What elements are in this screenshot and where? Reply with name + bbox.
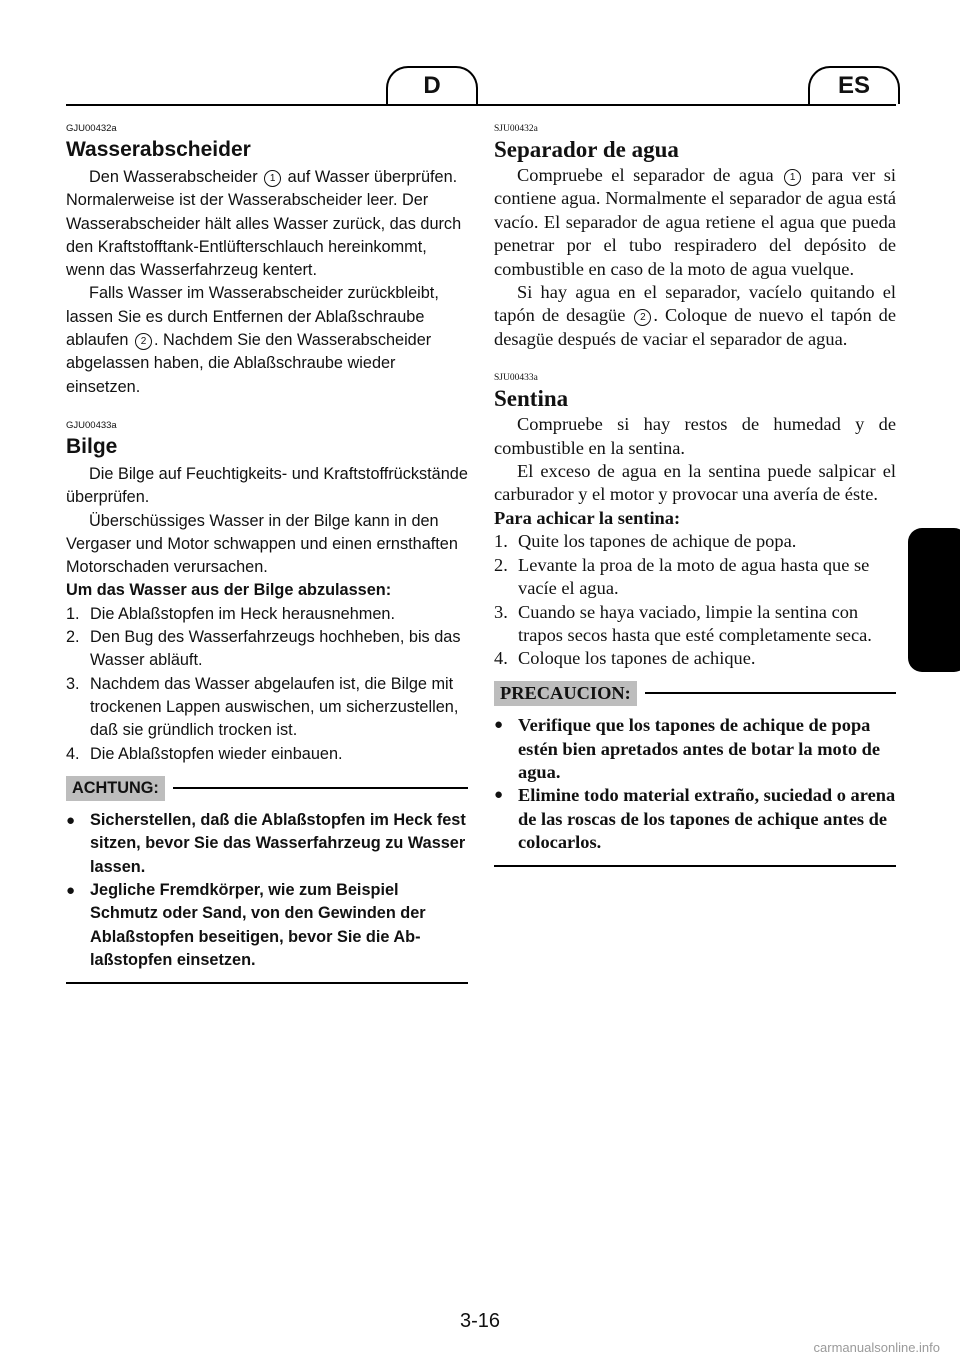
steps-heading: Para achicar la sentina: — [494, 507, 681, 528]
callout-marker-1: 1 — [784, 169, 801, 186]
list-item: 1. Die Ablaßstopfen im Heck herausnehmen. — [66, 604, 395, 623]
section-code: SJU00432a — [494, 124, 538, 134]
callout-marker-1: 1 — [264, 170, 281, 187]
caution-item: ● Sicherstellen, daß die Ablaßstopfen im Heck fest sitzen, bevor Sie das Wasserfahrzeug zu Wasser lassen. — [66, 809, 468, 879]
bullet-icon: ● — [66, 812, 76, 830]
language-tab-es — [808, 66, 900, 104]
caution-label: PRECAUCION: — [494, 681, 637, 706]
caution-label: ACHTUNG: — [66, 776, 165, 801]
paragraph: Überschüssiges Wasser in der Bilge kann in den Vergaser und Motor schwappen und einen ernsthaften Motorschaden verursachen. — [66, 511, 458, 577]
caution-end-rule — [66, 982, 468, 984]
section-title: Bilge — [66, 434, 118, 458]
bullet-icon: ● — [66, 882, 76, 900]
callout-marker-2: 2 — [634, 309, 651, 326]
caution-rule — [173, 787, 468, 789]
list-item: 4. Die Ablaßstopfen wieder einbauen. — [66, 744, 343, 763]
language-tab-de-label: D — [423, 72, 441, 99]
paragraph: Den Wasserabscheider 1 auf Wasser überprüfen. Normalerweise ist der Wasserabscheider leer. Der Wasserabscheider hält alles Wasser zurück, das durch den Kraftstofftank-Entlüfterschlauch hereinkommt, wenn das Wasserfahrzeug kentert. — [66, 168, 462, 280]
list-item: 2. Levante la proa de la moto de agua hasta que se vacíe el agua. — [494, 554, 870, 599]
german-column — [66, 122, 468, 984]
header-rule — [66, 104, 896, 106]
paragraph: Falls Wasser im Wasserabscheider zurückbleibt, lassen Sie es durch Entfernen der Ablaßschraube ablaufen 2 . Nachdem Sie den Wasserabscheider abgelassen haben, die Ablaßschraube wieder einsetzen. — [66, 284, 439, 396]
watermark: carmanualsonline.info — [813, 1340, 940, 1355]
section-title: Sentina — [494, 386, 569, 412]
paragraph: El exceso de agua en la sentina puede salpicar el carburador y el motor y provocar una avería de éste. — [494, 461, 896, 505]
caution-item: ● Elimine todo material extraño, suciedad o arena de las roscas de los tapones de achique antes de colocarlos. — [494, 784, 896, 854]
paragraph: Compruebe si hay restos de humedad y de combustible en la sentina. — [494, 414, 896, 458]
list-item: 4. Coloque los tapones de achique. — [494, 648, 756, 669]
paragraph: Si hay agua en el separador, vacíelo quitando el tapón de desagüe 2 . Coloque de nuevo el tapón de desagüe después de vaciar el separador de agua. — [494, 282, 897, 349]
caution-header — [66, 776, 468, 801]
caution-header — [494, 681, 896, 706]
list-item: 2. Den Bug des Wasserfahrzeugs hochheben, bis das Wasser abläuft. — [66, 628, 461, 670]
section-title: Separador de agua — [494, 137, 679, 162]
list-item: 3. Cuando se haya vaciado, limpie la sentina con trapos secos hasta que esté completamente seca. — [494, 601, 872, 645]
caution-end-rule — [494, 865, 896, 867]
bullet-icon: ● — [494, 717, 504, 734]
chapter-thumb-tab — [908, 528, 960, 672]
section-title: Wasserabscheider — [66, 138, 251, 161]
callout-marker-2: 2 — [135, 333, 152, 350]
section-code: SJU00433a — [494, 373, 538, 384]
spanish-column — [494, 122, 896, 867]
list-item: 3. Nachdem das Wasser abgelaufen ist, die Bilge mit trockenen Lappen auswischen, um sicherzustellen, daß sie gründlich trocken ist. — [66, 674, 459, 740]
bullet-icon: ● — [494, 787, 504, 804]
language-tab-es-label: ES — [837, 72, 870, 99]
section-code: GJU00433a — [66, 419, 117, 431]
list-item: 1. Quite los tapones de achique de popa. — [494, 531, 797, 552]
steps-heading: Um das Wasser aus der Bilge abzulassen: — [66, 581, 392, 600]
page-number: 3-16 — [459, 1310, 501, 1332]
language-tab-de — [386, 66, 478, 104]
section-code: GJU00432a — [66, 123, 117, 134]
paragraph: Die Bilge auf Feuchtigkeits- und Kraftstoffrückstände überprüfen. — [66, 464, 468, 507]
caution-item: ● Jegliche Fremdkörper, wie zum Beispiel Schmutz oder Sand, von den Gewinden der Ablaßstopfen beseitigen, bevor Sie die Ablaßstopfen einsetzen. — [66, 879, 468, 972]
caution-rule — [645, 692, 896, 694]
caution-item: ● Verifique que los tapones de achique de popa estén bien apretados antes de botar la moto de agua. — [494, 714, 896, 784]
paragraph: Compruebe el separador de agua 1 para ver si contiene agua. Normalmente el separador de agua está vacío. El separador de agua retiene el agua que pueda penetrar por el tubo respiradero del depósito de combustible en caso de la moto de agua vuelque. — [494, 165, 896, 279]
